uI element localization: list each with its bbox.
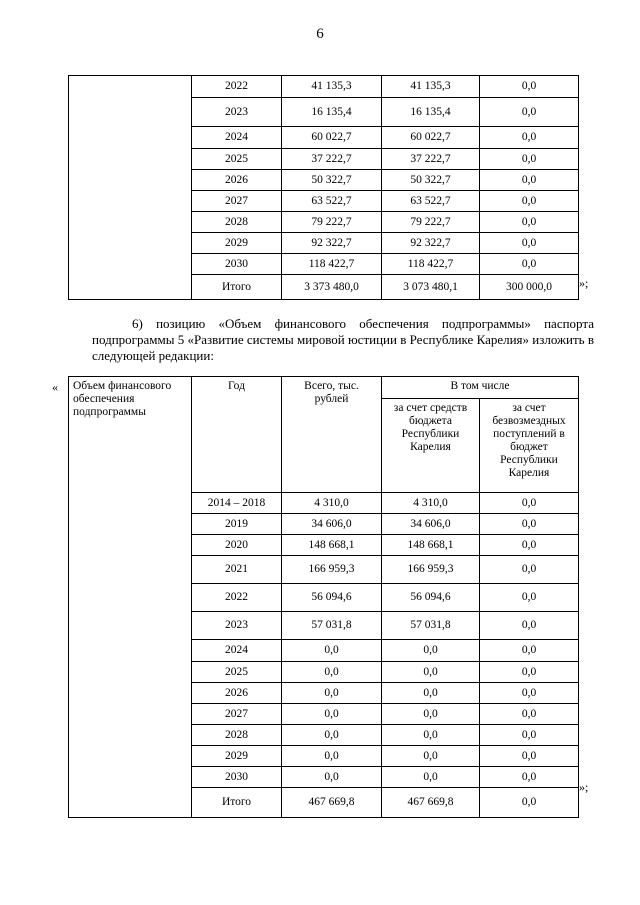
year-cell: 2023: [192, 612, 282, 640]
total-cell: 0,0: [282, 683, 382, 704]
total-cell: 0,0: [282, 767, 382, 788]
year-cell: 2027: [192, 191, 282, 212]
total-cell: 79 222,7: [282, 212, 382, 233]
budget-cell: 0,0: [382, 640, 480, 662]
budget-cell: 467 669,8: [382, 788, 480, 818]
grants-cell: 0,0: [480, 191, 579, 212]
total-cell: 16 135,4: [282, 98, 382, 127]
year-cell: 2014 – 2018: [192, 493, 282, 514]
year-cell: 2026: [192, 683, 282, 704]
funding-label-cell: Объем финансового обеспечения подпрограммы: [69, 377, 192, 818]
year-cell: Итого: [192, 275, 282, 300]
year-cell: 2030: [192, 767, 282, 788]
total-cell: 0,0: [282, 662, 382, 683]
total-cell: 467 669,8: [282, 788, 382, 818]
budget-cell: 63 522,7: [382, 191, 480, 212]
grants-cell: 0,0: [480, 170, 579, 191]
year-cell: 2023: [192, 98, 282, 127]
total-cell: 166 959,3: [282, 556, 382, 584]
total-cell: 92 322,7: [282, 233, 382, 254]
budget-cell: 57 031,8: [382, 612, 480, 640]
year-cell: 2025: [192, 662, 282, 683]
budget-cell: 37 222,7: [382, 149, 480, 170]
total-cell: 63 522,7: [282, 191, 382, 212]
year-cell: 2025: [192, 149, 282, 170]
total-cell: 41 135,3: [282, 76, 382, 98]
year-cell: 2027: [192, 704, 282, 725]
funding-table-continued: [68, 75, 579, 300]
total-cell: 118 422,7: [282, 254, 382, 275]
total-cell: 34 606,0: [282, 514, 382, 535]
budget-cell: 0,0: [382, 704, 480, 725]
budget-cell: 0,0: [382, 767, 480, 788]
year-cell: 2026: [192, 170, 282, 191]
total-cell: 3 373 480,0: [282, 275, 382, 300]
year-cell: 2020: [192, 535, 282, 556]
year-cell: Итого: [192, 788, 282, 818]
grants-cell: 0,0: [480, 212, 579, 233]
budget-cell: 0,0: [382, 725, 480, 746]
including-header: В том числе: [382, 377, 579, 399]
closing-quote-mark: »;: [579, 780, 589, 794]
total-cell: 148 668,1: [282, 535, 382, 556]
grants-cell: 0,0: [480, 746, 579, 767]
grants-header: за счет безвозмездных поступлений в бюджет Республики Карелия: [480, 399, 579, 493]
grants-cell: 0,0: [480, 725, 579, 746]
year-header: Год: [192, 377, 282, 493]
label-cell-empty: [69, 76, 192, 300]
total-cell: 0,0: [282, 704, 382, 725]
grants-cell: 0,0: [480, 556, 579, 584]
grants-cell: 300 000,0: [480, 275, 579, 300]
total-cell: 50 322,7: [282, 170, 382, 191]
budget-cell: 41 135,3: [382, 76, 480, 98]
year-cell: 2029: [192, 746, 282, 767]
budget-cell: 4 310,0: [382, 493, 480, 514]
grants-cell: 0,0: [480, 76, 579, 98]
grants-cell: 0,0: [480, 514, 579, 535]
total-cell: 60 022,7: [282, 127, 382, 149]
opening-quote-mark: «: [52, 380, 58, 394]
grants-cell: 0,0: [480, 640, 579, 662]
budget-cell: 118 422,7: [382, 254, 480, 275]
budget-cell: 79 222,7: [382, 212, 480, 233]
year-cell: 2024: [192, 127, 282, 149]
budget-cell: 60 022,7: [382, 127, 480, 149]
total-cell: 57 031,8: [282, 612, 382, 640]
budget-cell: 16 135,4: [382, 98, 480, 127]
total-cell: 56 094,6: [282, 584, 382, 612]
grants-cell: 0,0: [480, 767, 579, 788]
grants-cell: 0,0: [480, 662, 579, 683]
year-cell: 2019: [192, 514, 282, 535]
grants-cell: 0,0: [480, 149, 579, 170]
grants-cell: 0,0: [480, 584, 579, 612]
budget-cell: 148 668,1: [382, 535, 480, 556]
year-cell: 2022: [192, 584, 282, 612]
budget-cell: 34 606,0: [382, 514, 480, 535]
total-header: Всего, тыс. рублей: [282, 377, 382, 493]
grants-cell: 0,0: [480, 788, 579, 818]
table-row: [69, 76, 579, 98]
grants-cell: 0,0: [480, 127, 579, 149]
funding-table-subprogram-5: [68, 376, 579, 818]
budget-header: за счет средств бюджета Республики Карелия: [382, 399, 480, 493]
total-cell: 4 310,0: [282, 493, 382, 514]
year-cell: 2024: [192, 640, 282, 662]
budget-cell: 3 073 480,1: [382, 275, 480, 300]
grants-cell: 0,0: [480, 535, 579, 556]
budget-cell: 0,0: [382, 746, 480, 767]
total-cell: 0,0: [282, 640, 382, 662]
amendment-text: 6) позицию «Объем финансового обеспечения подпрограммы» паспорта подпрограммы 5 «Развитие системы мировой юстиции в Республике Карелия» изложить в следующей редакции:: [92, 316, 594, 363]
budget-cell: 50 322,7: [382, 170, 480, 191]
grants-cell: 0,0: [480, 493, 579, 514]
closing-quote-mark: »;: [579, 276, 589, 290]
page-number: 6: [316, 26, 324, 42]
grants-cell: 0,0: [480, 612, 579, 640]
year-cell: 2022: [192, 76, 282, 98]
grants-cell: 0,0: [480, 98, 579, 127]
grants-cell: 0,0: [480, 683, 579, 704]
grants-cell: 0,0: [480, 254, 579, 275]
year-cell: 2021: [192, 556, 282, 584]
budget-cell: 56 094,6: [382, 584, 480, 612]
budget-cell: 0,0: [382, 662, 480, 683]
budget-cell: 92 322,7: [382, 233, 480, 254]
amendment-paragraph: [92, 316, 594, 364]
header-row: [69, 377, 579, 399]
total-cell: 0,0: [282, 725, 382, 746]
grants-cell: 0,0: [480, 704, 579, 725]
year-cell: 2028: [192, 725, 282, 746]
budget-cell: 0,0: [382, 683, 480, 704]
grants-cell: 0,0: [480, 233, 579, 254]
year-cell: 2029: [192, 233, 282, 254]
year-cell: 2028: [192, 212, 282, 233]
budget-cell: 166 959,3: [382, 556, 480, 584]
total-cell: 0,0: [282, 746, 382, 767]
year-cell: 2030: [192, 254, 282, 275]
total-cell: 37 222,7: [282, 149, 382, 170]
